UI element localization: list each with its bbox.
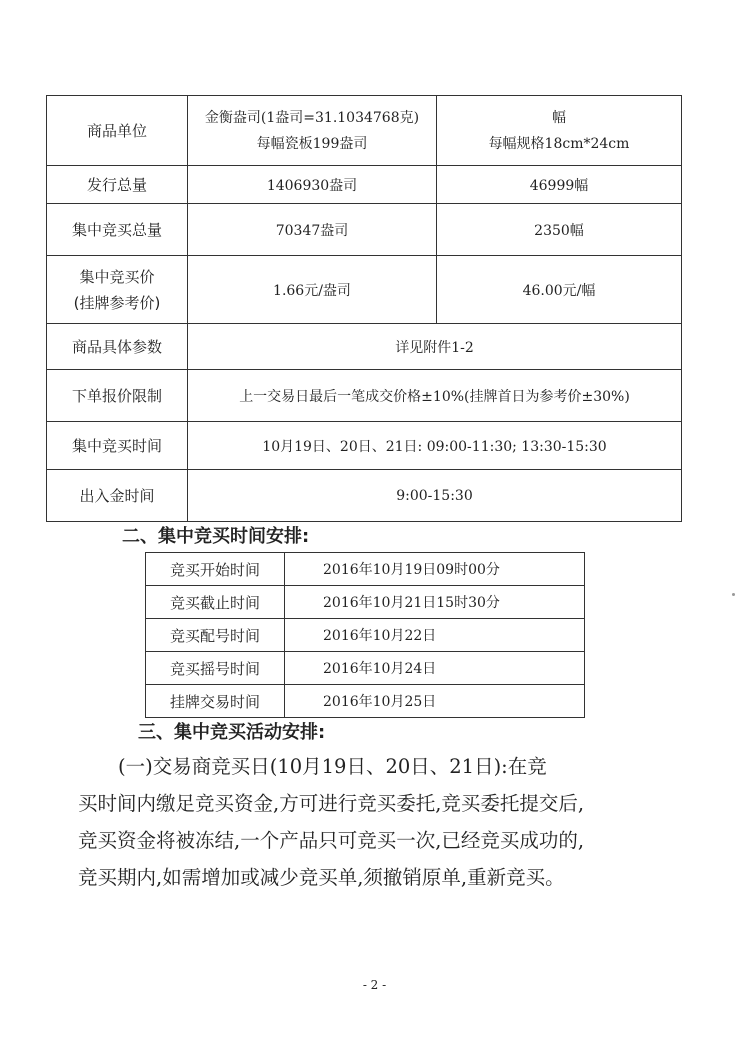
table-cell: 10月19日、20日、21日: 09:00-11:30; 13:30-15:30: [188, 422, 682, 470]
product-info-table: [46, 95, 682, 522]
table-row: [146, 553, 585, 586]
table-row: [47, 204, 682, 256]
cell-line: (挂牌参考价): [73, 293, 161, 312]
table-cell: 70347盎司: [188, 204, 437, 256]
paragraph-line: 买时间内缴足竞买资金,方可进行竞买委托,竞买委托提交后,: [78, 792, 585, 815]
section-3-heading: 三、集中竞买活动安排:: [138, 722, 326, 743]
table-cell: 9:00-15:30: [188, 470, 682, 522]
row-label: 发行总量: [47, 166, 188, 204]
row-label: 竞买开始时间: [146, 553, 285, 586]
table-row: [146, 619, 585, 652]
table-row: [146, 652, 585, 685]
paragraph-line: 竞买资金将被冻结,一个产品只可竞买一次,已经竞买成功的,: [78, 829, 585, 852]
cell-line: 每幅瓷板199盎司: [256, 135, 368, 152]
paragraph-line: (一)交易商竞买日(10月19日、20日、21日):在竞: [118, 755, 547, 778]
cell-line: 幅: [552, 109, 566, 126]
table-row: [146, 685, 585, 718]
row-label: 竞买截止时间: [146, 586, 285, 619]
table-row: [146, 586, 585, 619]
section-2-heading: 二、集中竞买时间安排:: [122, 526, 310, 547]
body-paragraph: [78, 748, 640, 896]
table-cell: 1406930盎司: [188, 166, 437, 204]
table-cell: 2350幅: [437, 204, 682, 256]
table-cell: 2016年10月24日: [285, 652, 585, 685]
row-label: 挂牌交易时间: [146, 685, 285, 718]
row-label: [47, 256, 188, 324]
table-cell: 46.00元/幅: [437, 256, 682, 324]
row-label: 竞买配号时间: [146, 619, 285, 652]
table-row: [47, 370, 682, 422]
cell-line: 金衡盎司(1盎司=31.1034768克): [204, 109, 420, 126]
table-cell: 2016年10月19日09时00分: [285, 553, 585, 586]
table-cell: 2016年10月22日: [285, 619, 585, 652]
row-label: 竞买摇号时间: [146, 652, 285, 685]
schedule-table: [145, 552, 585, 718]
row-label: 集中竞买时间: [47, 422, 188, 470]
scan-speck: [732, 593, 735, 596]
row-label: 出入金时间: [47, 470, 188, 522]
table-row: [47, 422, 682, 470]
gold-unit-cell: [188, 96, 437, 166]
cell-line: 集中竞买价: [79, 267, 155, 286]
table-cell: 详见附件1-2: [188, 324, 682, 370]
page-number: - 2 -: [362, 978, 387, 992]
cell-line: 每幅规格18cm*24cm: [488, 135, 630, 152]
table-cell: 2016年10月25日: [285, 685, 585, 718]
table-cell: 上一交易日最后一笔成交价格±10%(挂牌首日为参考价±30%): [188, 370, 682, 422]
table-cell: 46999幅: [437, 166, 682, 204]
plate-unit-cell: [437, 96, 682, 166]
table-row: [47, 256, 682, 324]
paragraph-line: 竞买期内,如需增加或减少竞买单,须撤销原单,重新竞买。: [78, 866, 565, 889]
table-row: [47, 96, 682, 166]
table-cell: 1.66元/盎司: [188, 256, 437, 324]
table-row: [47, 166, 682, 204]
row-label: 下单报价限制: [47, 370, 188, 422]
table-row: [47, 470, 682, 522]
row-label: 集中竞买总量: [47, 204, 188, 256]
row-label: 商品具体参数: [47, 324, 188, 370]
table-row: [47, 324, 682, 370]
table-cell: 2016年10月21日15时30分: [285, 586, 585, 619]
row-label: 商品单位: [47, 96, 188, 166]
